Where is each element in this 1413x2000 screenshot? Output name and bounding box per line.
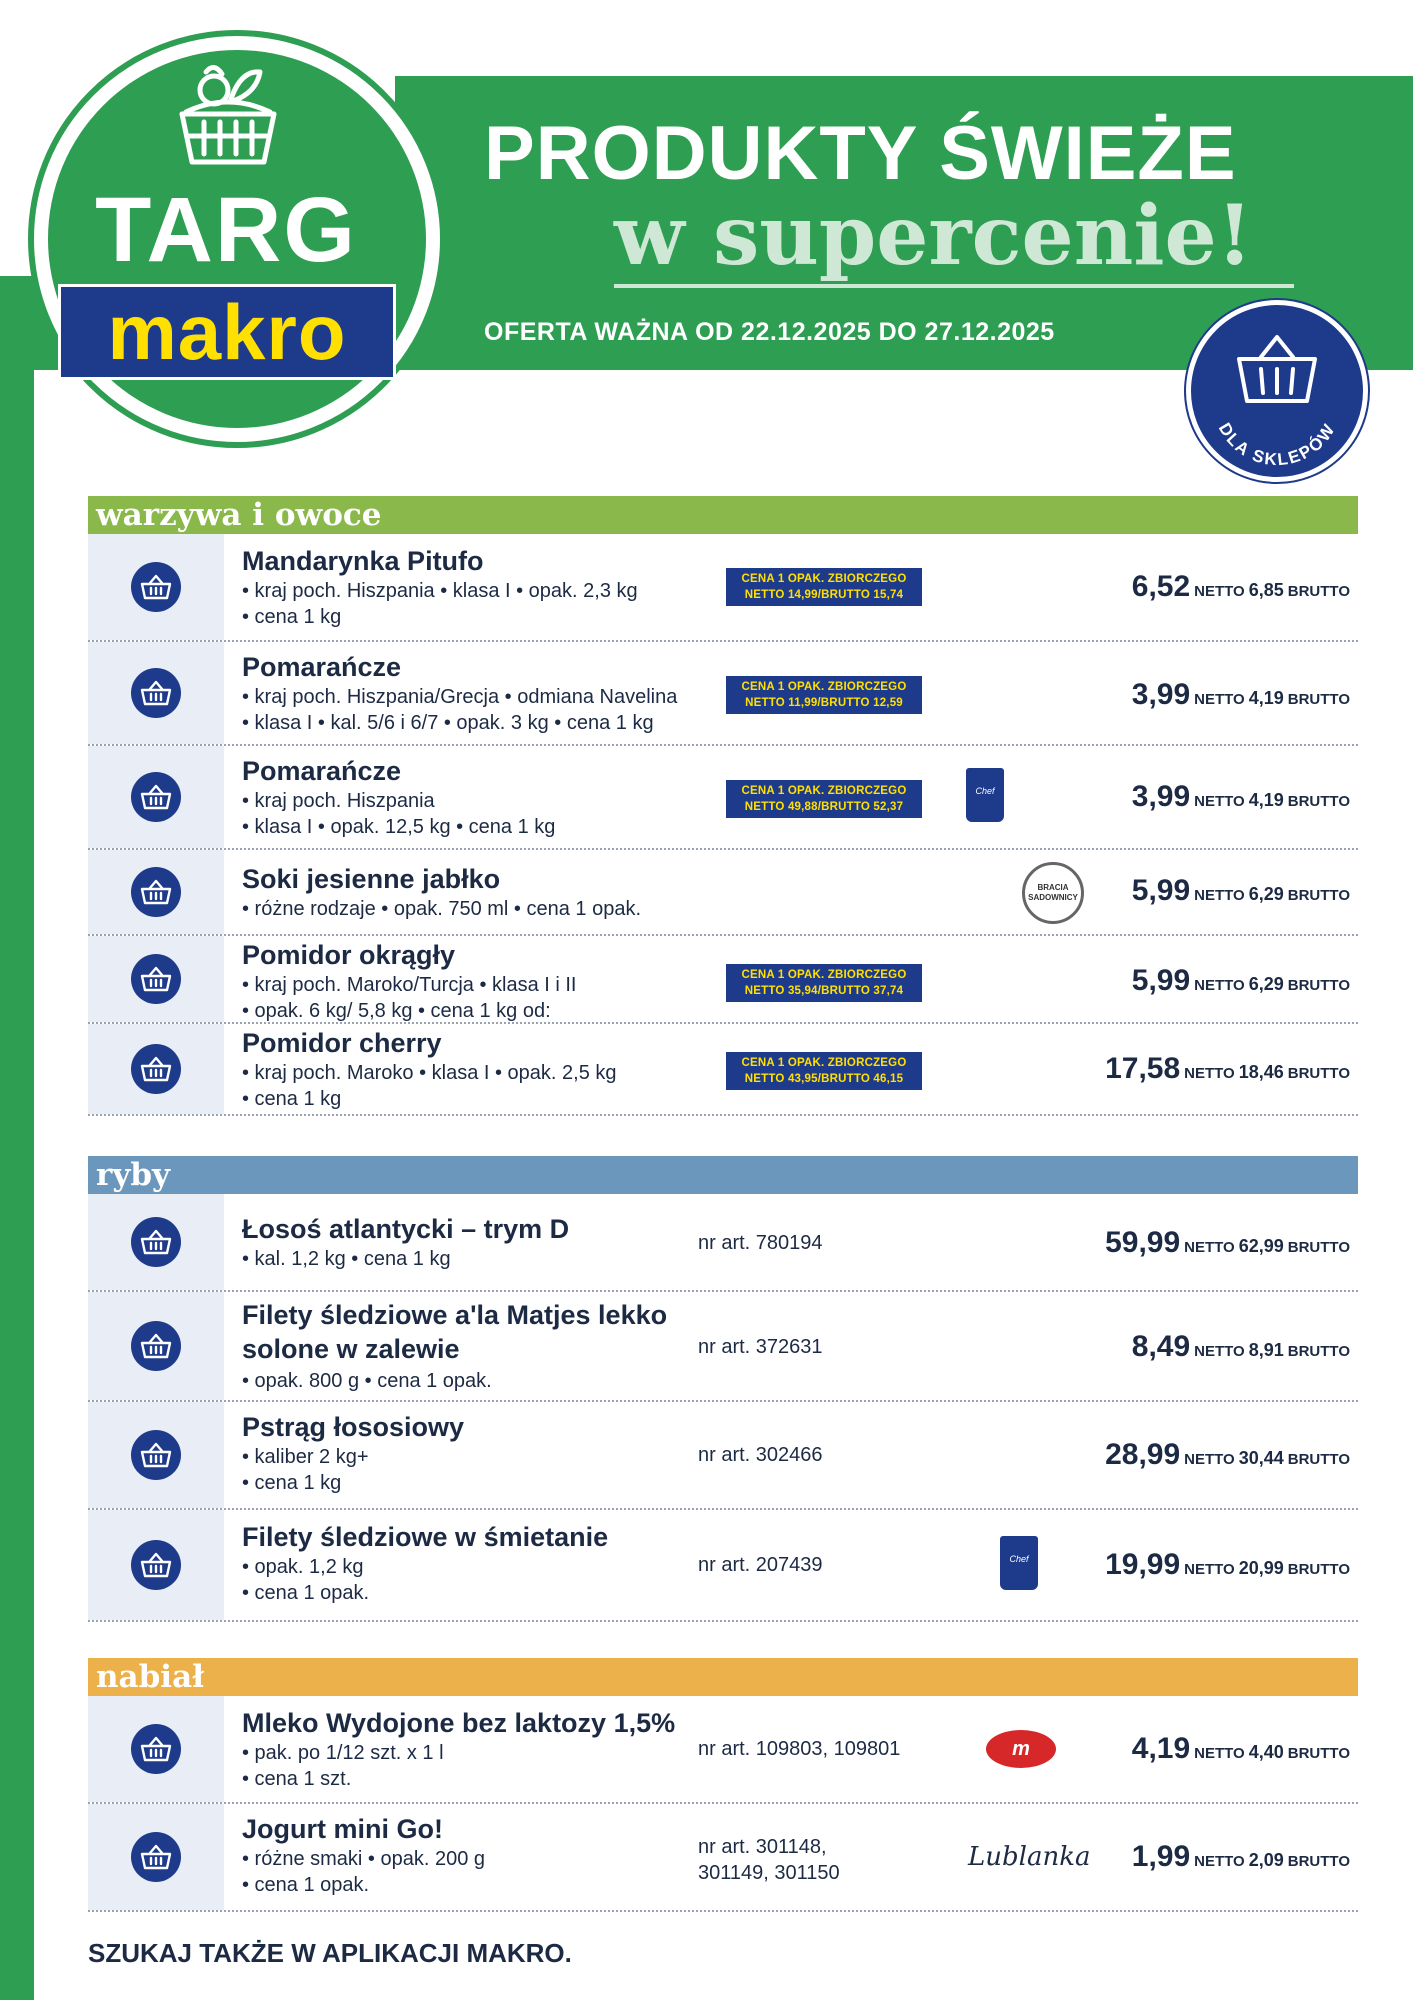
price bbox=[1105, 1052, 1350, 1086]
article-number: nr art. 207439 bbox=[698, 1554, 823, 1576]
product-details: • cena 1 opak. bbox=[242, 1874, 370, 1896]
netto-label: NETTO bbox=[1194, 977, 1245, 994]
product-details: • kraj poch. Hiszpania/Grecja • odmiana Navelina bbox=[242, 686, 678, 708]
price-gross: 30,44 bbox=[1238, 1448, 1284, 1468]
price bbox=[1132, 964, 1350, 998]
product-row bbox=[88, 1292, 1358, 1402]
row-icon-cell bbox=[88, 1292, 224, 1400]
product-details: • cena 1 kg bbox=[242, 1472, 342, 1494]
product-details: • cena 1 kg bbox=[242, 606, 342, 628]
logo-makro-box bbox=[58, 284, 396, 380]
brutto-label: BRUTTO bbox=[1287, 887, 1350, 904]
row-icon-cell bbox=[88, 534, 224, 640]
product-row bbox=[88, 850, 1358, 936]
product-name: Pomidor okrągły bbox=[242, 940, 456, 970]
cart-icon bbox=[131, 1430, 181, 1480]
row-icon-cell bbox=[88, 1510, 224, 1620]
brand-logo-lublanka: Lublanka bbox=[968, 1842, 1091, 1872]
product-name: Filety śledziowe a'la Matjes lekko bbox=[242, 1300, 668, 1330]
bulk-price-box bbox=[726, 568, 922, 606]
price-gross: 6,29 bbox=[1248, 884, 1284, 904]
product-details: • opak. 6 kg/ 5,8 kg • cena 1 kg od: bbox=[242, 1000, 551, 1022]
netto-label: NETTO bbox=[1194, 583, 1245, 600]
bulk-price-label: CENA 1 OPAK. ZBIORCZEGO bbox=[741, 681, 907, 693]
price-gross: 8,91 bbox=[1248, 1340, 1284, 1360]
product-details: • klasa I • kal. 5/6 i 6/7 • opak. 3 kg • cena 1 kg bbox=[242, 712, 654, 734]
price-gross: 6,85 bbox=[1248, 580, 1284, 600]
price-gross: 4,40 bbox=[1248, 1742, 1284, 1762]
logo-targ-text: TARG bbox=[95, 179, 357, 281]
price-gross: 6,29 bbox=[1248, 974, 1284, 994]
bulk-price-label: CENA 1 OPAK. ZBIORCZEGO bbox=[741, 969, 907, 981]
row-icon-cell bbox=[88, 936, 224, 1022]
price-gross: 62,99 bbox=[1238, 1236, 1284, 1256]
bulk-price-label: CENA 1 OPAK. ZBIORCZEGO bbox=[741, 1057, 907, 1069]
product-name-line-2: solone w zalewie bbox=[242, 1334, 460, 1364]
bulk-price-label: CENA 1 OPAK. ZBIORCZEGO bbox=[741, 785, 907, 797]
article-number: nr art. 109803, 109801 bbox=[698, 1738, 901, 1760]
bulk-price-label: CENA 1 OPAK. ZBIORCZEGO bbox=[741, 573, 907, 585]
netto-label: NETTO bbox=[1194, 793, 1245, 810]
brutto-label: BRUTTO bbox=[1287, 1239, 1350, 1256]
bulk-price-value: NETTO 43,95/BRUTTO 46,15 bbox=[744, 1073, 904, 1085]
section-header-dairy: nabiał bbox=[88, 1658, 1358, 1696]
row-icon-cell bbox=[88, 746, 224, 848]
article-number: nr art. 780194 bbox=[698, 1232, 823, 1254]
product-details: • kraj poch. Maroko • klasa I • opak. 2,5 kg bbox=[242, 1062, 617, 1084]
product-name: Jogurt mini Go! bbox=[242, 1814, 443, 1844]
price bbox=[1105, 1438, 1350, 1472]
cart-icon bbox=[131, 1044, 181, 1094]
product-details: • kal. 1,2 kg • cena 1 kg bbox=[242, 1248, 451, 1270]
product-details: • opak. 1,2 kg bbox=[242, 1556, 364, 1578]
price-net: 5,99 bbox=[1131, 964, 1191, 997]
product-row bbox=[88, 1510, 1358, 1622]
logo-makro-text: makro bbox=[107, 287, 347, 376]
shops-badge bbox=[1186, 300, 1368, 482]
row-icon-cell bbox=[88, 1194, 224, 1290]
bulk-price-box bbox=[726, 964, 922, 1002]
price-net: 8,49 bbox=[1131, 1330, 1191, 1363]
product-details: • cena 1 szt. bbox=[242, 1768, 352, 1790]
price-net: 19,99 bbox=[1105, 1548, 1181, 1581]
product-details: • klasa I • opak. 12,5 kg • cena 1 kg bbox=[242, 816, 556, 838]
price-net: 3,99 bbox=[1131, 678, 1191, 711]
price-net: 5,99 bbox=[1131, 874, 1191, 907]
product-name: Soki jesienne jabłko bbox=[242, 864, 501, 894]
product-details: • różne rodzaje • opak. 750 ml • cena 1 opak. bbox=[242, 898, 642, 920]
cart-icon bbox=[131, 1832, 181, 1882]
footer-note: SZUKAJ TAKŻE W APLIKACJI MAKRO. bbox=[88, 1938, 572, 1968]
bulk-price-value: NETTO 14,99/BRUTTO 15,74 bbox=[744, 589, 904, 601]
price-gross: 20,99 bbox=[1238, 1558, 1284, 1578]
product-row bbox=[88, 746, 1358, 850]
cart-icon bbox=[131, 1724, 181, 1774]
price-gross: 4,19 bbox=[1248, 790, 1284, 810]
brutto-label: BRUTTO bbox=[1287, 691, 1350, 708]
cart-icon bbox=[131, 668, 181, 718]
product-name: Pomarańcze bbox=[242, 652, 402, 682]
price bbox=[1105, 1226, 1350, 1260]
price bbox=[1132, 570, 1350, 604]
netto-label: NETTO bbox=[1194, 887, 1245, 904]
price bbox=[1132, 874, 1350, 908]
price-net: 17,58 bbox=[1105, 1052, 1181, 1085]
brutto-label: BRUTTO bbox=[1287, 1745, 1350, 1762]
product-details: • cena 1 kg bbox=[242, 1088, 342, 1110]
row-icon-cell bbox=[88, 1696, 224, 1802]
price-net: 6,52 bbox=[1131, 570, 1191, 603]
netto-label: NETTO bbox=[1194, 1745, 1245, 1762]
brutto-label: BRUTTO bbox=[1287, 1065, 1350, 1082]
section-header-vegetables: warzywa i owoce bbox=[88, 496, 1358, 534]
product-details: • opak. 800 g • cena 1 opak. bbox=[242, 1370, 492, 1392]
bulk-price-box bbox=[726, 676, 922, 714]
cart-icon bbox=[131, 1217, 181, 1267]
row-icon-cell bbox=[88, 1402, 224, 1508]
cart-icon bbox=[131, 1540, 181, 1590]
product-name: Pomidor cherry bbox=[242, 1028, 442, 1058]
subheadline-underline bbox=[614, 284, 1294, 288]
product-row bbox=[88, 936, 1358, 1024]
brutto-label: BRUTTO bbox=[1287, 583, 1350, 600]
product-name: Pstrąg łososiowy bbox=[242, 1412, 465, 1442]
price bbox=[1132, 1732, 1350, 1766]
price-gross: 18,46 bbox=[1238, 1062, 1284, 1082]
product-row bbox=[88, 1024, 1358, 1116]
price bbox=[1132, 678, 1350, 712]
bulk-price-box bbox=[726, 780, 922, 818]
brand-logo-mlekovita: m bbox=[986, 1730, 1056, 1768]
netto-label: NETTO bbox=[1184, 1451, 1235, 1468]
brand-logo-chef: Chef bbox=[1000, 1536, 1038, 1590]
price-net: 28,99 bbox=[1105, 1438, 1181, 1471]
product-row bbox=[88, 1804, 1358, 1912]
section-header-fish: ryby bbox=[88, 1156, 1358, 1194]
product-row bbox=[88, 642, 1358, 746]
netto-label: NETTO bbox=[1194, 1343, 1245, 1360]
price bbox=[1132, 1330, 1350, 1364]
cart-icon bbox=[131, 562, 181, 612]
product-details: • cena 1 opak. bbox=[242, 1582, 370, 1604]
brutto-label: BRUTTO bbox=[1287, 1343, 1350, 1360]
product-details: • różne smaki • opak. 200 g bbox=[242, 1848, 486, 1870]
row-icon-cell bbox=[88, 642, 224, 744]
basket-icon bbox=[168, 62, 288, 174]
brutto-label: BRUTTO bbox=[1287, 793, 1350, 810]
netto-label: NETTO bbox=[1194, 1853, 1245, 1870]
product-details: • kraj poch. Hiszpania bbox=[242, 790, 435, 812]
price-net: 4,19 bbox=[1131, 1732, 1191, 1765]
svg-text:DLA SKLEPÓW: DLA SKLEPÓW bbox=[1214, 419, 1340, 470]
netto-label: NETTO bbox=[1184, 1065, 1235, 1082]
brand-logo-bracia-sadownicy: BRACIA SADOWNICY bbox=[1022, 862, 1084, 924]
netto-label: NETTO bbox=[1184, 1239, 1235, 1256]
product-name: Mandarynka Pitufo bbox=[242, 546, 484, 576]
price bbox=[1132, 780, 1350, 814]
netto-label: NETTO bbox=[1194, 691, 1245, 708]
row-icon-cell bbox=[88, 850, 224, 934]
brutto-label: BRUTTO bbox=[1287, 1561, 1350, 1578]
product-details: • kraj poch. Hiszpania • klasa I • opak. 2,3 kg bbox=[242, 580, 638, 602]
brutto-label: BRUTTO bbox=[1287, 1451, 1350, 1468]
product-name: Mleko Wydojone bez laktozy 1,5% bbox=[242, 1708, 676, 1738]
bulk-price-value: NETTO 49,88/BRUTTO 52,37 bbox=[744, 801, 904, 813]
offer-validity: OFERTA WAŻNA OD 22.12.2025 DO 27.12.2025 bbox=[484, 318, 1055, 346]
cart-icon bbox=[131, 954, 181, 1004]
price-net: 1,99 bbox=[1131, 1840, 1191, 1873]
product-row bbox=[88, 1696, 1358, 1804]
article-number-line-2: 301149, 301150 bbox=[698, 1862, 840, 1884]
cart-icon bbox=[131, 867, 181, 917]
left-green-bar bbox=[0, 340, 34, 2000]
product-details: • kaliber 2 kg+ bbox=[242, 1446, 369, 1468]
row-icon-cell bbox=[88, 1804, 224, 1910]
product-details: • kraj poch. Maroko/Turcja • klasa I i II bbox=[242, 974, 577, 996]
brutto-label: BRUTTO bbox=[1287, 1853, 1350, 1870]
price-gross: 4,19 bbox=[1248, 688, 1284, 708]
product-row bbox=[88, 1402, 1358, 1510]
subheadline: w supercenie! bbox=[614, 188, 1253, 284]
cart-icon bbox=[131, 1321, 181, 1371]
price bbox=[1132, 1840, 1350, 1874]
netto-label: NETTO bbox=[1184, 1561, 1235, 1578]
product-name: Łosoś atlantycki – trym D bbox=[242, 1214, 570, 1244]
product-name: Pomarańcze bbox=[242, 756, 402, 786]
brand-logo-chef: Chef bbox=[966, 768, 1004, 822]
price-net: 59,99 bbox=[1105, 1226, 1181, 1259]
article-number: nr art. 302466 bbox=[698, 1444, 823, 1466]
product-row bbox=[88, 534, 1358, 642]
bulk-price-box bbox=[726, 1052, 922, 1090]
product-details: • pak. po 1/12 szt. x 1 l bbox=[242, 1742, 444, 1764]
price-gross: 2,09 bbox=[1248, 1850, 1284, 1870]
product-row bbox=[88, 1194, 1358, 1292]
bulk-price-value: NETTO 35,94/BRUTTO 37,74 bbox=[744, 985, 904, 997]
badge-text bbox=[1191, 305, 1363, 477]
headline: PRODUKTY ŚWIEŻE bbox=[484, 111, 1237, 196]
row-icon-cell bbox=[88, 1024, 224, 1114]
price-net: 3,99 bbox=[1131, 780, 1191, 813]
article-number: nr art. 372631 bbox=[698, 1336, 823, 1358]
cart-icon bbox=[131, 772, 181, 822]
brutto-label: BRUTTO bbox=[1287, 977, 1350, 994]
price bbox=[1105, 1548, 1350, 1582]
bulk-price-value: NETTO 11,99/BRUTTO 12,59 bbox=[745, 697, 903, 709]
product-name: Filety śledziowe w śmietanie bbox=[242, 1522, 609, 1552]
article-number: nr art. 301148, bbox=[698, 1836, 827, 1858]
